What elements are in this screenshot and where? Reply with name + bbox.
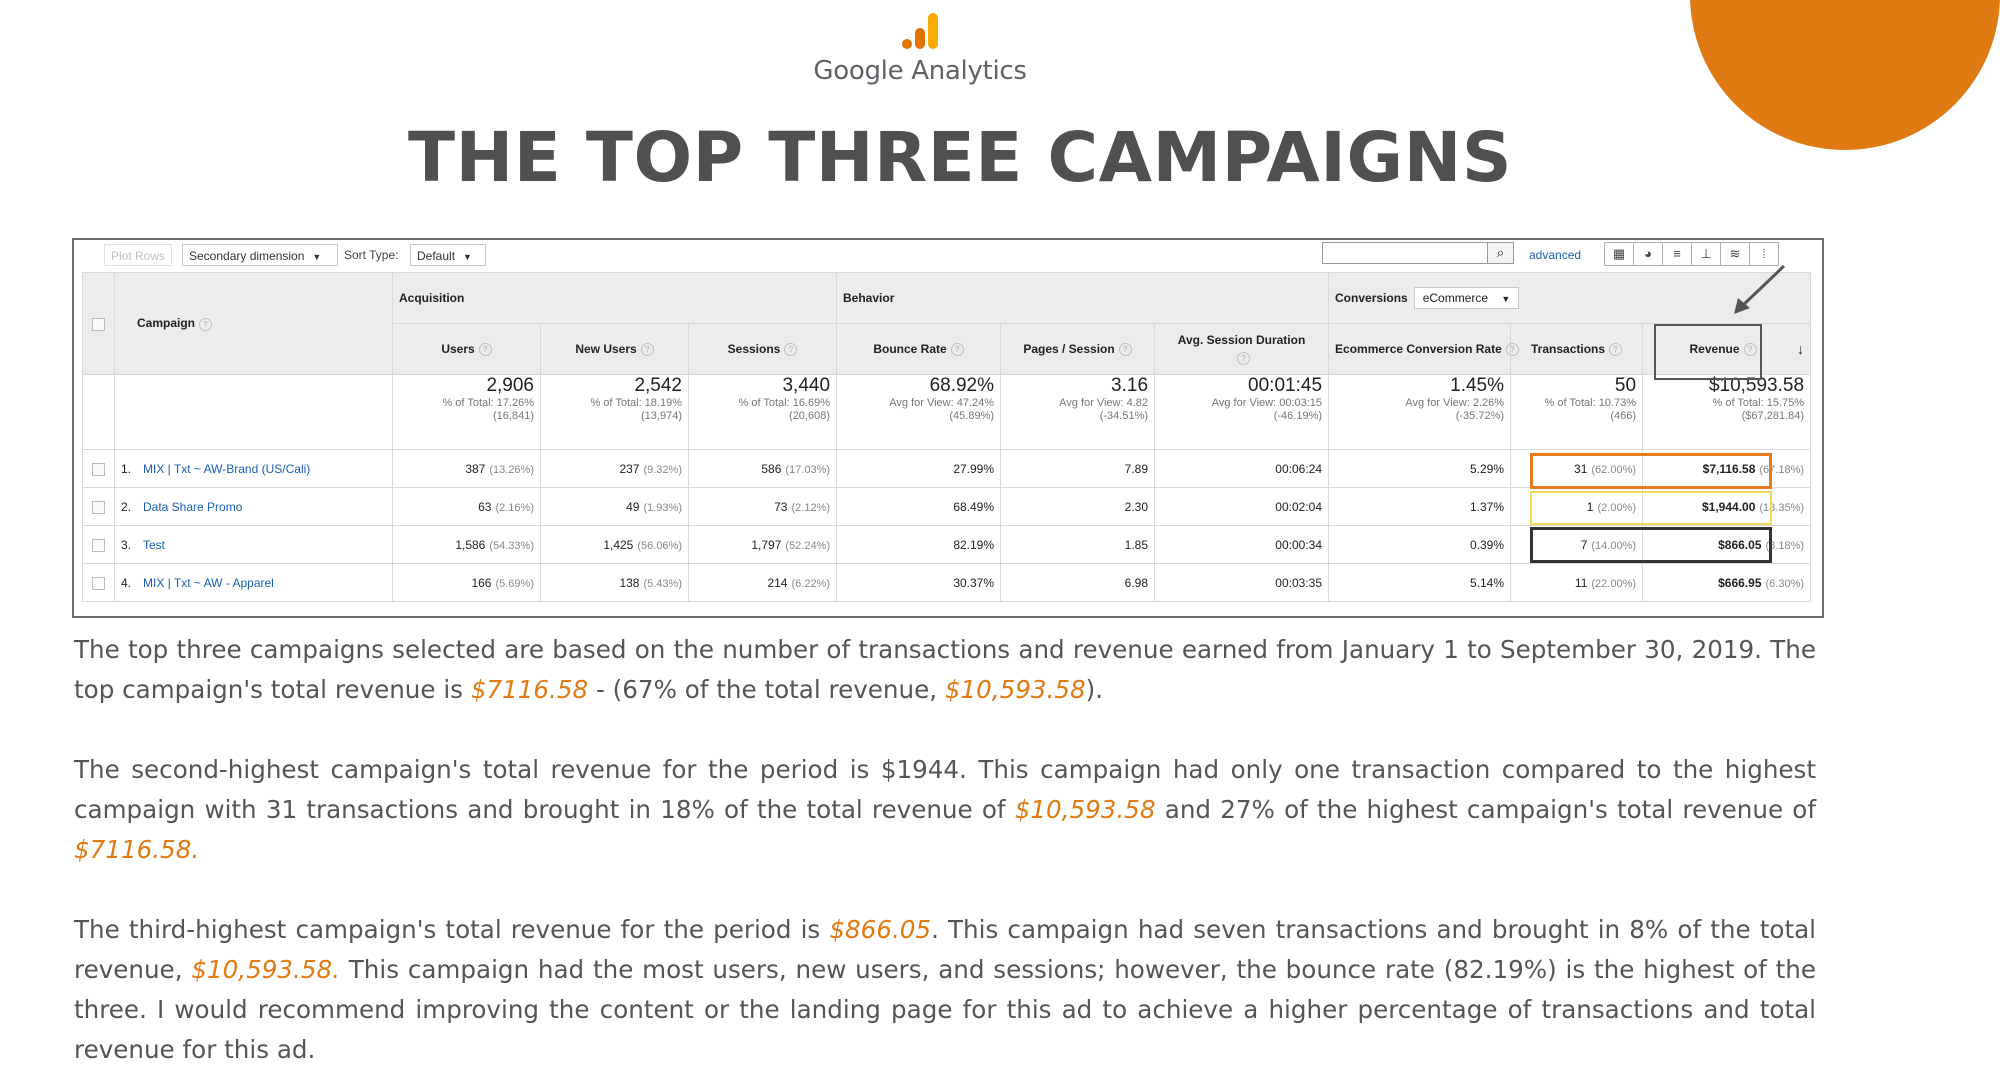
table-view-icon[interactable]: ▦ — [1604, 242, 1634, 266]
p1-text: The top three campaigns selected are based on the number of transactions and revenue earned from January 1 to September 30, 2019. The top campaign's total revenue is — [74, 635, 1816, 704]
cell-percentage: (18.35%) — [1759, 501, 1805, 514]
cell-value: $1,944.00 — [1702, 499, 1756, 514]
total-value: 3,440 — [782, 375, 831, 396]
cell-value: 1 — [1586, 499, 1594, 514]
campaign-cell — [115, 526, 393, 564]
users-header-label: Users — [441, 342, 475, 356]
bounce-rate-cell — [837, 450, 1001, 488]
total-detail: (-46.19%) — [1273, 410, 1323, 422]
total-detail: (16,841) — [493, 410, 534, 422]
chevron-down-icon: ▼ — [312, 252, 322, 262]
cell-value: $666.95 — [1718, 575, 1762, 590]
pages-session-column-header[interactable] — [1001, 324, 1155, 375]
row-checkbox[interactable] — [92, 577, 105, 590]
bounce-rate-cell — [837, 564, 1001, 602]
p2-revenue-highlight: $7116.58. — [74, 835, 200, 864]
cell-percentage: (2.16%) — [495, 501, 534, 514]
p3-revenue-highlight: $866.05 — [829, 915, 932, 944]
secondary-dimension-label: Secondary dimension — [189, 249, 305, 263]
total-pages-session-cell — [1001, 375, 1155, 450]
campaign-header-label: Campaign — [137, 316, 196, 331]
help-icon: ? — [1609, 343, 1622, 356]
conversion-rate-cell — [1329, 564, 1511, 602]
cell-value: 214 — [767, 575, 788, 590]
behavior-group-header: Behavior — [837, 273, 1329, 324]
bounce-rate-cell — [837, 488, 1001, 526]
sessions-cell — [689, 526, 837, 564]
cell-percentage: (6.22%) — [791, 577, 831, 590]
search-icon: ⌕ — [1496, 245, 1505, 260]
cell-value: 1,797 — [751, 537, 782, 552]
select-all-cell — [83, 273, 115, 375]
row-checkbox[interactable] — [92, 501, 105, 514]
search-button[interactable] — [1488, 242, 1514, 264]
cell-value: 1.85 — [1124, 537, 1149, 552]
cell-percentage: (52.24%) — [785, 539, 831, 552]
cell-value: 73 — [774, 499, 788, 514]
cell-percentage: (1.93%) — [643, 501, 682, 514]
row-select-cell — [83, 526, 115, 564]
campaign-link[interactable]: Data Share Promo — [143, 499, 243, 514]
cell-percentage: (56.06%) — [637, 539, 682, 552]
row-checkbox[interactable] — [92, 463, 105, 476]
campaign-link[interactable]: Test — [143, 537, 166, 552]
help-icon: ? — [784, 343, 797, 356]
sessions-header-label: Sessions — [727, 342, 781, 356]
users-cell — [393, 450, 541, 488]
cell-value: 82.19% — [953, 537, 995, 552]
cell-value: 30.37% — [953, 575, 995, 590]
sort-type-label: Sort Type: — [344, 248, 399, 262]
cell-value: 6.98 — [1124, 575, 1149, 590]
cell-value: 31 — [1574, 461, 1588, 476]
cell-value: $866.05 — [1718, 537, 1762, 552]
p1-revenue-highlight: $7116.58 — [470, 675, 589, 704]
sessions-cell — [689, 450, 837, 488]
total-detail: Avg for View: 2.26% — [1405, 397, 1505, 409]
total-sessions-cell — [689, 375, 837, 450]
campaign-header[interactable] — [115, 273, 393, 375]
acquisition-group-header: Acquisition — [393, 273, 837, 324]
cell-value: 7.89 — [1124, 461, 1149, 476]
cell-percentage: (13.26%) — [489, 463, 534, 476]
pages-session-cell — [1001, 526, 1155, 564]
cell-percentage: (62.00%) — [1591, 463, 1637, 476]
cell-percentage: (6.30%) — [1765, 577, 1805, 590]
new-users-cell — [541, 564, 689, 602]
plot-rows-button[interactable]: Plot Rows — [104, 244, 172, 266]
sort-type-value: Default — [417, 249, 456, 263]
cell-value: 1,586 — [455, 537, 486, 552]
row-index: 1. — [121, 461, 132, 476]
cell-percentage: (5.43%) — [643, 577, 682, 590]
p3-text: The third-highest campaign's total revenue for the period is — [74, 915, 830, 944]
conversion-rate-column-header[interactable] — [1329, 324, 1515, 375]
help-icon: ? — [951, 343, 964, 356]
cell-value: 586 — [761, 461, 782, 476]
row-checkbox[interactable] — [92, 539, 105, 552]
new-users-cell — [541, 526, 689, 564]
conversion-rate-cell — [1329, 450, 1511, 488]
cell-percentage: (67.18%) — [1759, 463, 1805, 476]
cell-value: 0.39% — [1469, 537, 1505, 552]
conversion-type-dropdown[interactable] — [1414, 287, 1520, 309]
sort-down-arrow-icon[interactable]: ↓ — [1797, 341, 1805, 357]
ga-report-screenshot — [72, 238, 1824, 618]
top-campaign-highlight — [1530, 453, 1772, 489]
help-icon: ? — [1119, 343, 1132, 356]
cell-value: 11 — [1574, 575, 1588, 590]
users-column-header[interactable] — [393, 324, 541, 375]
total-detail: % of Total: 10.73% — [1544, 397, 1637, 409]
total-detail: ($67,281.84) — [1741, 410, 1805, 422]
cell-value: 1,425 — [603, 537, 634, 552]
campaign-link[interactable]: MIX | Txt ~ AW-Brand (US/Cali) — [143, 461, 311, 476]
total-users-cell — [393, 375, 541, 450]
cell-value: 27.99% — [953, 461, 995, 476]
total-new-users-cell — [541, 375, 689, 450]
table-row — [83, 564, 1811, 602]
cell-percentage: (22.00%) — [1591, 577, 1637, 590]
sort-type-dropdown[interactable] — [410, 244, 486, 266]
p3-total-highlight: $10,593.58. — [191, 955, 340, 984]
p1-total-highlight: $10,593.58 — [944, 675, 1086, 704]
total-detail: (-35.72%) — [1455, 410, 1505, 422]
row-select-cell — [83, 564, 115, 602]
transactions-column-header[interactable] — [1511, 324, 1643, 375]
conversion-rate-header-label: Ecommerce Conversion Rate — [1335, 342, 1502, 356]
avg-duration-column-header[interactable] — [1155, 324, 1329, 375]
cell-value: 1.37% — [1469, 499, 1505, 514]
pie-view-icon[interactable]: ◕ — [1633, 242, 1663, 266]
pointer-arrow-icon — [1730, 262, 1790, 318]
cell-value: 7 — [1580, 537, 1588, 552]
cell-value: 237 — [619, 461, 640, 476]
paragraph-top-campaign — [74, 630, 1816, 710]
total-avg-duration-cell — [1155, 375, 1329, 450]
conversion-rate-cell — [1329, 526, 1511, 564]
second-campaign-highlight — [1530, 491, 1772, 525]
pivot-view-icon[interactable]: ⦙ — [1749, 242, 1779, 266]
help-icon: ? — [1237, 352, 1250, 365]
avg-duration-cell — [1155, 564, 1329, 602]
help-icon: ? — [479, 343, 492, 356]
total-detail: % of Total: 15.75% — [1712, 397, 1805, 409]
avg-duration-cell — [1155, 526, 1329, 564]
cell-value: $7,116.58 — [1702, 461, 1756, 476]
cell-value: 387 — [465, 461, 486, 476]
cell-percentage: (17.03%) — [785, 463, 831, 476]
cell-value: 68.49% — [953, 499, 995, 514]
total-value: 3.16 — [1111, 375, 1149, 396]
cell-percentage: (2.12%) — [791, 501, 831, 514]
row-select-cell — [83, 450, 115, 488]
paragraph-second-campaign — [74, 750, 1816, 870]
cell-percentage: (9.32%) — [643, 463, 682, 476]
paragraph-third-campaign — [74, 910, 1816, 1070]
advanced-filter-link[interactable]: advanced — [1529, 248, 1582, 262]
conversions-label: Conversions — [1335, 291, 1408, 305]
new-users-column-header[interactable] — [541, 324, 689, 375]
third-campaign-highlight — [1530, 527, 1772, 563]
help-icon: ? — [641, 343, 654, 356]
total-value: 2,906 — [486, 375, 534, 396]
bounce-rate-column-header[interactable] — [837, 324, 1001, 375]
users-cell — [393, 564, 541, 602]
total-detail: (466) — [1610, 410, 1637, 422]
bounce-rate-cell — [837, 526, 1001, 564]
total-detail: % of Total: 18.19% — [590, 397, 682, 409]
cell-percentage: (2.00%) — [1597, 501, 1637, 514]
row-index: 4. — [121, 575, 132, 590]
cell-value: 138 — [619, 575, 640, 590]
transactions-cell — [1511, 564, 1643, 602]
cell-percentage: (5.69%) — [495, 577, 534, 590]
chevron-down-icon: ▼ — [463, 252, 472, 262]
total-detail: % of Total: 16.69% — [738, 397, 831, 409]
secondary-dimension-dropdown[interactable] — [182, 244, 338, 266]
chevron-down-icon: ▼ — [1501, 294, 1511, 304]
analytics-bars-icon — [901, 10, 939, 50]
row-index: 2. — [121, 499, 132, 514]
total-transactions-cell — [1511, 375, 1643, 450]
total-bounce-rate-cell — [837, 375, 1001, 450]
transactions-header-label: Transactions — [1531, 342, 1606, 356]
total-value: $10,593.58 — [1708, 375, 1805, 396]
table-search-input[interactable] — [1322, 242, 1488, 264]
total-detail: (13,974) — [641, 410, 682, 422]
pages-session-cell — [1001, 564, 1155, 602]
campaign-link[interactable]: MIX | Txt ~ AW - Apparel — [143, 575, 274, 590]
cell-value: 49 — [626, 499, 640, 514]
cell-value: 00:02:04 — [1275, 499, 1323, 514]
total-detail: (-34.51%) — [1099, 410, 1149, 422]
help-icon: ? — [199, 318, 212, 331]
revenue-header-label: Revenue — [1689, 342, 1740, 356]
cell-percentage: (14.00%) — [1591, 539, 1637, 552]
avg-duration-header-label: Avg. Session Duration — [1177, 333, 1306, 347]
avg-duration-cell — [1155, 450, 1329, 488]
cell-percentage: (54.33%) — [489, 539, 534, 552]
select-all-checkbox[interactable] — [92, 318, 105, 331]
new-users-header-label: New Users — [575, 342, 637, 356]
sessions-cell — [689, 564, 837, 602]
cell-value: 5.29% — [1469, 461, 1505, 476]
pages-session-header-label: Pages / Session — [1023, 342, 1115, 356]
campaign-cell — [115, 564, 393, 602]
cell-value: 63 — [478, 499, 492, 514]
revenue-cell — [1643, 564, 1811, 602]
campaign-cell — [115, 488, 393, 526]
p1-text: ). — [1085, 675, 1104, 704]
pages-session-cell — [1001, 450, 1155, 488]
new-users-cell — [541, 488, 689, 526]
bounce-rate-header-label: Bounce Rate — [873, 342, 947, 356]
total-value: 50 — [1614, 375, 1637, 396]
sessions-column-header[interactable] — [689, 324, 837, 375]
p2-text: and 27% of the highest campaign's total revenue of — [1155, 795, 1816, 824]
cell-percentage: (8.18%) — [1765, 539, 1805, 552]
google-analytics-logo — [0, 10, 1840, 86]
conversion-rate-cell — [1329, 488, 1511, 526]
logo-text: Google Analytics — [813, 56, 1027, 86]
row-select-cell — [83, 488, 115, 526]
cell-value: 00:03:35 — [1275, 575, 1323, 590]
p1-text: - (67% of the total revenue, — [588, 675, 945, 704]
comparison-view-icon[interactable]: ⊥ — [1691, 242, 1721, 266]
row-index: 3. — [121, 537, 132, 552]
totals-empty-cell — [83, 375, 115, 450]
new-users-cell — [541, 450, 689, 488]
page-title: THE TOP THREE CAMPAIGNS — [407, 118, 1513, 198]
total-value: 68.92% — [929, 375, 995, 396]
help-icon: ? — [1506, 343, 1519, 356]
total-detail: (20,608) — [789, 410, 831, 422]
help-icon: ? — [1744, 343, 1757, 356]
cell-value: 166 — [471, 575, 492, 590]
p2-text: The second-highest campaign's total revenue for the period is $1944. This campaign had only one transaction compared to the highest campaign with 31 transactions and brought in 18% of the total revenue of — [74, 755, 1816, 824]
cell-value: 00:06:24 — [1275, 461, 1323, 476]
pages-session-cell — [1001, 488, 1155, 526]
total-detail: Avg for View: 00:03:15 — [1211, 397, 1323, 409]
term-cloud-icon[interactable]: ≋ — [1720, 242, 1750, 266]
campaign-cell — [115, 450, 393, 488]
revenue-header-highlight — [1654, 324, 1762, 380]
avg-duration-cell — [1155, 488, 1329, 526]
p3-text: This campaign had the most users, new users, and sessions; however, the bounce rate (82.19%) is the highest of the three. I would recommend improving the content or the landing page for this ad to achieve a higher percentage of transactions and total revenue for this ad. — [74, 955, 1817, 1064]
report-toolbar — [74, 240, 1822, 272]
total-detail: (45.89%) — [949, 410, 995, 422]
total-revenue-cell — [1643, 375, 1811, 450]
total-value: 00:01:45 — [1248, 375, 1323, 396]
totals-row — [83, 375, 1811, 450]
conversion-type-value: eCommerce — [1422, 291, 1489, 305]
p3-text: . This campaign had seven transactions and brought in 8% of the total revenue, — [74, 915, 1816, 984]
total-value: 1.45% — [1450, 375, 1505, 396]
table-header-groups — [83, 273, 1811, 324]
total-detail: Avg for View: 4.82 — [1059, 397, 1149, 409]
p2-total-highlight: $10,593.58 — [1014, 795, 1156, 824]
users-cell — [393, 526, 541, 564]
total-detail: % of Total: 17.26% — [442, 397, 534, 409]
cell-value: 2.30 — [1124, 499, 1149, 514]
performance-view-icon[interactable]: ≡ — [1662, 242, 1692, 266]
cell-value: 5.14% — [1469, 575, 1505, 590]
total-value: 2,542 — [634, 375, 682, 396]
cell-value: 00:00:34 — [1275, 537, 1323, 552]
total-detail: Avg for View: 47.24% — [889, 397, 995, 409]
sessions-cell — [689, 488, 837, 526]
totals-empty-cell — [115, 375, 393, 450]
users-cell — [393, 488, 541, 526]
total-conversion-rate-cell — [1329, 375, 1511, 450]
